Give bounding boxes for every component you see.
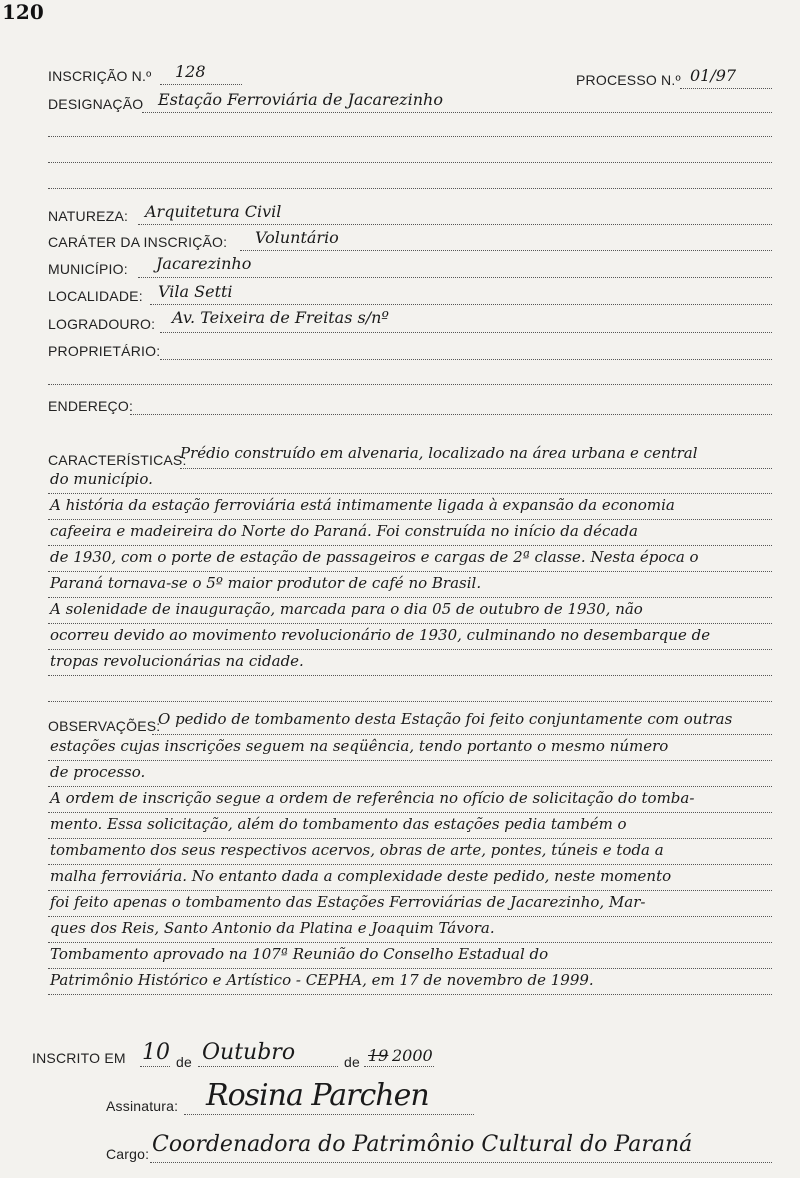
logradouro-label: LOGRADOURO: bbox=[48, 316, 156, 332]
caracteristicas-line bbox=[48, 545, 772, 546]
inscrito-year-line bbox=[364, 1066, 434, 1067]
observacoes-line-text: mento. Essa solicitação, além do tombamento das estações pedia também o bbox=[50, 815, 627, 833]
processo-label: PROCESSO N.º bbox=[576, 72, 681, 88]
observacoes-line-text: A ordem de inscrição segue a ordem de referência no ofício de solicitação do tomba- bbox=[50, 789, 695, 807]
caracteristicas-label: CARACTERÍSTICAS: bbox=[48, 452, 187, 468]
natureza-label: NATUREZA: bbox=[48, 208, 129, 224]
blank-line bbox=[48, 136, 772, 137]
inscrito-year: 2000 bbox=[392, 1046, 433, 1065]
observacoes-line-text: Patrimônio Histórico e Artístico - CEPHA, em 17 de novembro de 1999. bbox=[50, 971, 594, 989]
cargo-line bbox=[150, 1162, 772, 1163]
observacoes-label: OBSERVAÇÕES: bbox=[48, 718, 161, 734]
blank-line bbox=[48, 701, 772, 702]
inscrito-de-2: de bbox=[344, 1054, 360, 1070]
assinatura-line bbox=[184, 1114, 474, 1115]
municipio-label: MUNICÍPIO: bbox=[48, 261, 128, 277]
logradouro-line bbox=[160, 332, 772, 333]
observacoes-line bbox=[48, 994, 772, 995]
inscricao-value: 128 bbox=[175, 62, 206, 81]
caracteristicas-line-text: Prédio construído em alvenaria, localizado na área urbana e central bbox=[180, 444, 698, 462]
inscrito-de-1: de bbox=[176, 1054, 192, 1070]
logradouro-value: Av. Teixeira de Freitas s/nº bbox=[172, 308, 389, 327]
natureza-value: Arquitetura Civil bbox=[145, 202, 282, 221]
municipio-value: Jacarezinho bbox=[156, 254, 252, 273]
caracteristicas-line-text: de 1930, com o porte de estação de passageiros e cargas de 2ª classe. Nesta época o bbox=[50, 548, 699, 566]
caracteristicas-line bbox=[48, 493, 772, 494]
observacoes-line bbox=[48, 838, 772, 839]
caracteristicas-line-text: ocorreu devido ao movimento revolucionário de 1930, culminando no desembarque de bbox=[50, 626, 711, 644]
blank-line bbox=[48, 162, 772, 163]
endereco-label: ENDEREÇO: bbox=[48, 398, 134, 414]
observacoes-line bbox=[48, 864, 772, 865]
observacoes-line-text: estações cujas inscrições seguem na seqüência, tendo portanto o mesmo número bbox=[50, 737, 669, 755]
assinatura-label: Assinatura: bbox=[106, 1098, 179, 1114]
caracteristicas-line bbox=[48, 597, 772, 598]
caracteristicas-line bbox=[48, 519, 772, 520]
inscrito-year-struck: 19 bbox=[368, 1046, 389, 1065]
localidade-value: Vila Setti bbox=[158, 282, 233, 301]
proprietario-line bbox=[160, 359, 772, 360]
endereco-line bbox=[130, 414, 772, 415]
blank-line bbox=[48, 384, 772, 385]
observacoes-line-text: O pedido de tombamento desta Estação foi feito conjuntamente com outras bbox=[158, 710, 733, 728]
caracteristicas-line bbox=[48, 623, 772, 624]
caracteristicas-line bbox=[48, 571, 772, 572]
designacao-line bbox=[142, 112, 772, 113]
observacoes-line-text: foi feito apenas o tombamento das Estações Ferroviárias de Jacarezinho, Mar- bbox=[50, 893, 646, 911]
assinatura-value: Rosina Parchen bbox=[206, 1078, 429, 1113]
caracteristicas-line-text: A solenidade de inauguração, marcada para o dia 05 de outubro de 1930, não bbox=[50, 600, 643, 618]
municipio-line bbox=[138, 277, 772, 278]
observacoes-line bbox=[48, 968, 772, 969]
caracteristicas-line-text: tropas revolucionárias na cidade. bbox=[50, 652, 304, 670]
carater-line bbox=[240, 250, 772, 251]
carater-value: Voluntário bbox=[255, 228, 339, 247]
inscrito-day: 10 bbox=[142, 1040, 170, 1065]
processo-line bbox=[680, 88, 772, 89]
caracteristicas-line-text: A história da estação ferroviária está intimamente ligada à expansão da economia bbox=[50, 496, 675, 514]
observacoes-line bbox=[48, 942, 772, 943]
page-number: 120 bbox=[2, 0, 44, 24]
caracteristicas-line bbox=[48, 675, 772, 676]
cargo-value: Coordenadora do Patrimônio Cultural do Paraná bbox=[152, 1132, 693, 1157]
observacoes-line bbox=[48, 916, 772, 917]
inscrito-month-line bbox=[198, 1066, 338, 1067]
observacoes-line-text: Tombamento aprovado na 107ª Reunião do Conselho Estadual do bbox=[50, 945, 549, 963]
observacoes-line-text: ques dos Reis, Santo Antonio da Platina e Joaquim Távora. bbox=[50, 919, 495, 937]
inscrito-day-line bbox=[140, 1066, 170, 1067]
observacoes-line bbox=[48, 890, 772, 891]
observacoes-line bbox=[48, 812, 772, 813]
natureza-line bbox=[138, 224, 772, 225]
blank-line bbox=[48, 188, 772, 189]
localidade-label: LOCALIDADE: bbox=[48, 288, 143, 304]
observacoes-line-text: de processo. bbox=[50, 763, 146, 781]
inscricao-label: INSCRIÇÃO N.º bbox=[48, 68, 152, 84]
observacoes-line bbox=[48, 786, 772, 787]
inscrito-month: Outubro bbox=[202, 1040, 296, 1065]
caracteristicas-line-text: do município. bbox=[50, 470, 153, 488]
observacoes-line bbox=[48, 760, 772, 761]
designacao-label: DESIGNAÇÃO bbox=[48, 96, 144, 112]
proprietario-label: PROPRIETÁRIO: bbox=[48, 343, 161, 359]
caracteristicas-line-text: cafeeira e madeireira do Norte do Paraná. Foi construída no início da década bbox=[50, 522, 638, 540]
processo-value: 01/97 bbox=[690, 66, 737, 85]
inscricao-line bbox=[160, 84, 242, 85]
observacoes-line bbox=[152, 734, 772, 735]
cargo-label: Cargo: bbox=[106, 1146, 150, 1162]
observacoes-line-text: tombamento dos seus respectivos acervos, obras de arte, pontes, túneis e toda a bbox=[50, 841, 664, 859]
localidade-line bbox=[150, 304, 772, 305]
inscrito-label: INSCRITO EM bbox=[32, 1050, 126, 1066]
caracteristicas-line-text: Paraná tornava-se o 5º maior produtor de café no Brasil. bbox=[50, 574, 482, 592]
carater-label: CARÁTER DA INSCRIÇÃO: bbox=[48, 234, 228, 250]
designacao-value: Estação Ferroviária de Jacarezinho bbox=[158, 90, 443, 109]
observacoes-line-text: malha ferroviária. No entanto dada a complexidade deste pedido, neste momento bbox=[50, 867, 672, 885]
caracteristicas-line bbox=[48, 649, 772, 650]
caracteristicas-line bbox=[180, 468, 772, 469]
